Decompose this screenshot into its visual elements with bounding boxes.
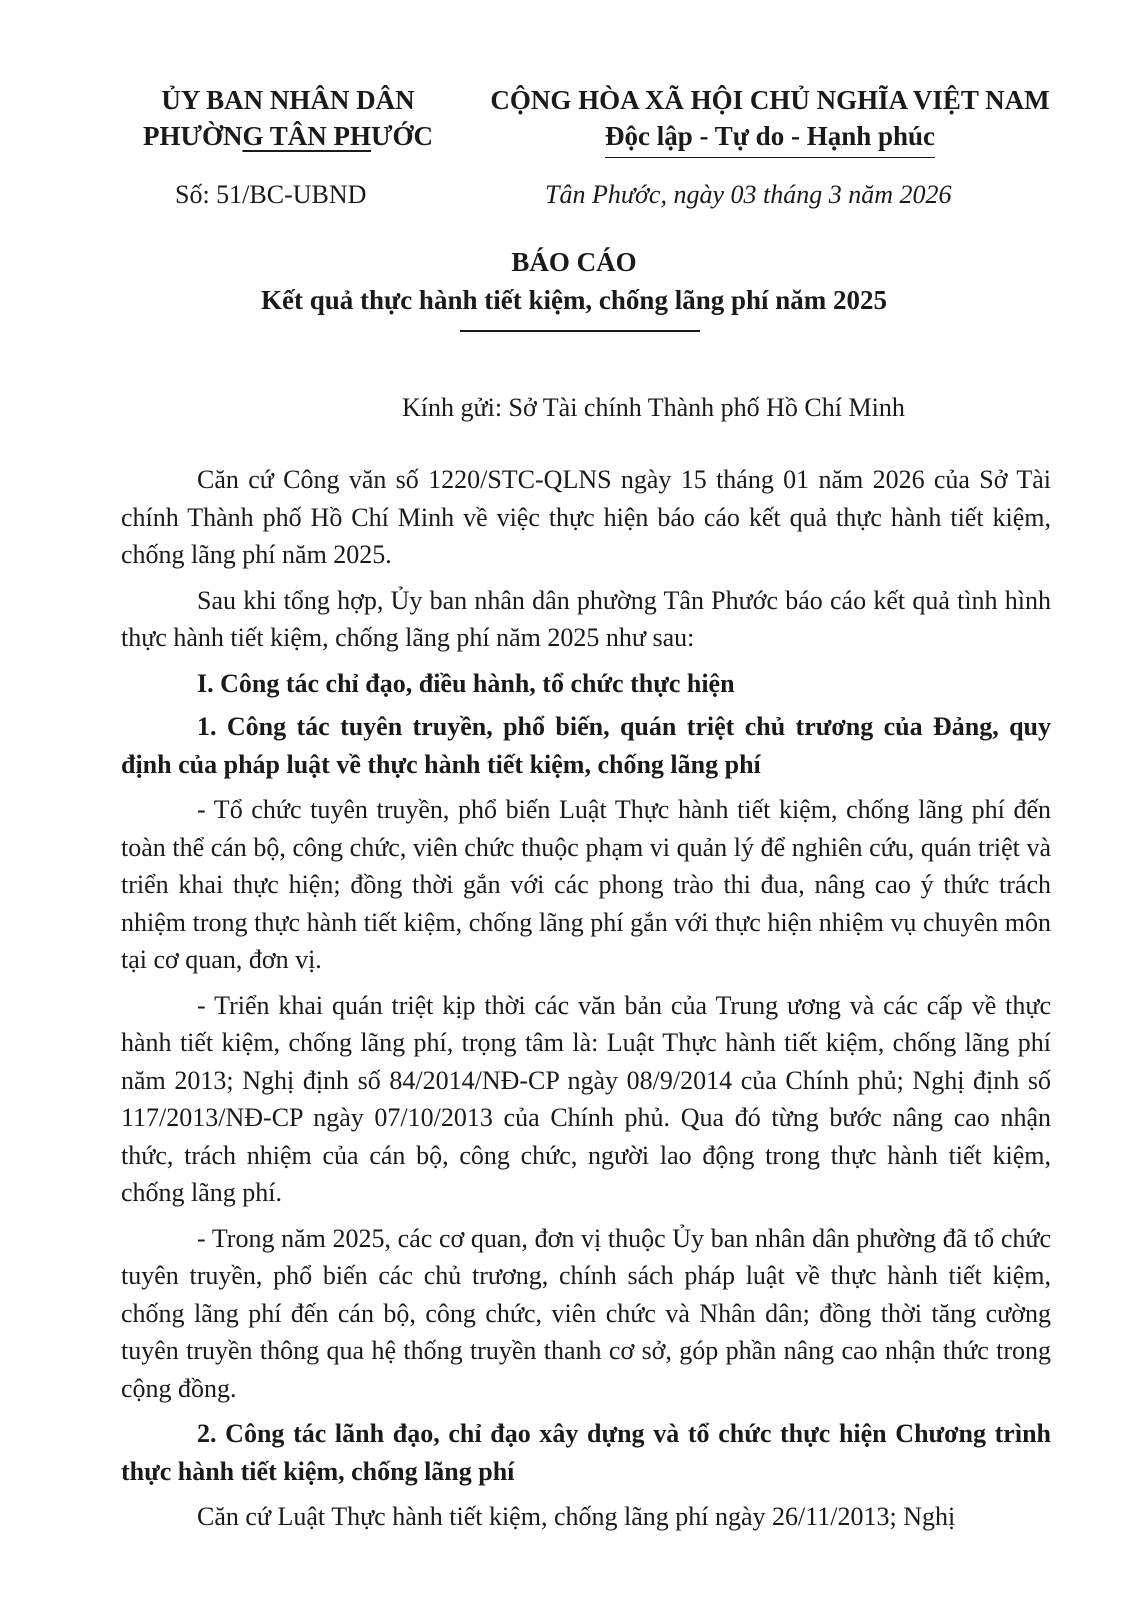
section-heading-1: I. Công tác chỉ đạo, điều hành, tổ chức thực hiện <box>197 668 735 698</box>
paragraph-bullet-3: - Trong năm 2025, các cơ quan, đơn vị thuộc Ủy ban nhân dân phường đã tổ chức tuyên truyền, phổ biến các chủ trương, chính sách pháp luật về thực hành tiết kiệm, chống lãng phí đến cán bộ, công chức, viên chức và Nhân dân; đồng thời tăng cường tuyên truyền thông qua hệ thống truyền thanh cơ sở, góp phần nâng cao nhận thức trong cộng đồng. <box>121 1223 1051 1403</box>
paragraph-bullet-2: - Triển khai quán triệt kịp thời các văn bản của Trung ương và các cấp về thực hành tiết kiệm, chống lãng phí, trọng tâm là: Luật Thực hành tiết kiệm, chống lãng phí năm 2013; Nghị định số 84/2014/NĐ-CP ngày 08/9/2014 của Chính phủ; Nghị định số 117/2013/NĐ-CP ngày 07/10/2013 của Chính phủ. Qua đó từng bước nâng cao nhận thức, trách nhiệm của cán bộ, công chức, người lao động trong thực hành tiết kiệm, chống lãng phí. <box>121 990 1051 1207</box>
document-type: BÁO CÁO <box>511 247 637 277</box>
country-name: CỘNG HÒA XÃ HỘI CHỦ NGHĨA VIỆT NAM <box>490 85 1050 115</box>
national-motto: Độc lập - Tự do - Hạnh phúc <box>605 118 935 154</box>
paragraph-basis: Căn cứ Công văn số 1220/STC-QLNS ngày 15 tháng 01 năm 2026 của Sở Tài chính Thành phố Hồ Chí Minh về việc thực hiện báo cáo kết quả thực hành tiết kiệm, chống lãng phí năm 2025. <box>121 465 1051 569</box>
paragraph-basis-2: Căn cứ Luật Thực hành tiết kiệm, chống lãng phí ngày 26/11/2013; Nghị <box>197 1502 956 1531</box>
document-subject: Kết quả thực hành tiết kiệm, chống lãng phí năm 2025 <box>260 285 888 315</box>
authority-line-2-end: ƯỚC <box>371 121 433 151</box>
authority-line-2-start: PHƯỜN <box>143 121 243 151</box>
issuing-authority <box>118 82 458 154</box>
authority-line-2 <box>118 118 458 154</box>
recipient-line: Kính gửi: Sở Tài chính Thành phố Hồ Chí Minh <box>402 393 905 422</box>
paragraph-intro: Sau khi tổng hợp, Ủy ban nhân dân phường Tân Phước báo cáo kết quả tình hình thực hành tiết kiệm, chống lãng phí năm 2025 như sau: <box>121 585 1051 652</box>
paragraph-bullet-1: - Tổ chức tuyên truyền, phổ biến Luật Thực hành tiết kiệm, chống lãng phí đến toàn thể cán bộ, công chức, viên chức thuộc phạm vi quản lý để nghiên cứu, quán triệt và triển khai thực hiện; đồng thời gắn với các phong trào thi đua, nâng cao ý thức trách nhiệm trong thực hành tiết kiệm, chống lãng phí gắn với thực hiện nhiệm vụ chuyên môn tại cơ quan, đơn vị. <box>121 795 1051 974</box>
national-title <box>470 82 1070 154</box>
report-body <box>121 461 1051 1544</box>
subsection-heading-1-2: 2. Công tác lãnh đạo, chỉ đạo xây dựng và tổ chức thực hiện Chương trình thực hành tiết kiệm, chống lãng phí <box>121 1419 1051 1486</box>
authority-underline: G TÂN PH <box>242 121 371 151</box>
place-date: Tân Phước, ngày 03 tháng 3 năm 2026 <box>545 180 952 209</box>
authority-line-1: ỦY BAN NHÂN DÂN <box>161 85 415 115</box>
title-divider <box>460 330 700 332</box>
subsection-heading-1-1: 1. Công tác tuyên truyền, phổ biến, quán triệt chủ trương của Đảng, quy định của pháp luật về thực hành tiết kiệm, chống lãng phí <box>121 712 1051 779</box>
document-number: Số: 51/BC-UBND <box>175 180 367 209</box>
